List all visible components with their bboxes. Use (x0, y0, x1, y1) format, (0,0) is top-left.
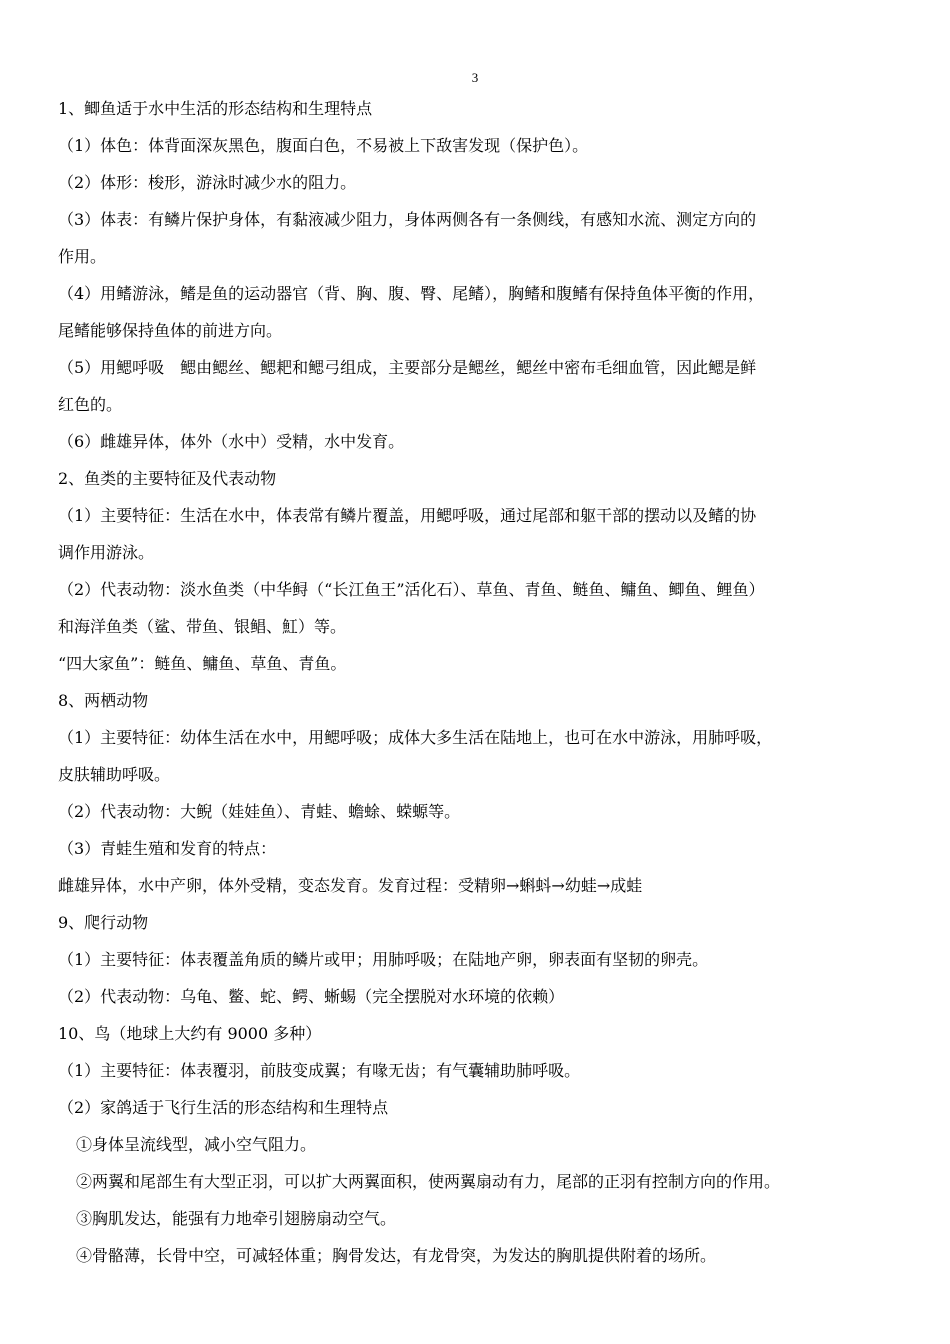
text-line: （3）青蛙生殖和发育的特点： (58, 839, 277, 858)
text-line: （5）用鳃呼吸 鳃由鳃丝、鳃耙和鳃弓组成，主要部分是鳃丝，鳃丝中密布毛细血管，因此鳃是鲜 (58, 358, 757, 377)
text-line: ④骨骼薄，长骨中空，可减轻体重；胸骨发达，有龙骨突，为发达的胸肌提供附着的场所。 (76, 1246, 717, 1265)
text-line: ③胸肌发达，能强有力地牵引翅膀扇动空气。 (76, 1209, 397, 1228)
text-line: 8、两栖动物 (58, 691, 149, 710)
text-line: ①身体呈流线型，减小空气阻力。 (76, 1135, 317, 1154)
text-line: （4）用鳍游泳，鳍是鱼的运动器官（背、胸、腹、臀、尾鳍），胸鳍和腹鳍有保持鱼体平衡的作用， (58, 284, 765, 303)
text-line: （2）代表动物：乌龟、鳖、蛇、鳄、蜥蜴（完全摆脱对水环境的依赖） (58, 987, 565, 1006)
text-line: （1）主要特征：体表覆盖角质的鳞片或甲；用肺呼吸；在陆地产卵，卵表面有坚韧的卵壳。 (58, 950, 709, 969)
text-line: 调作用游泳。 (58, 543, 155, 562)
text-line: （6）雌雄异体，体外（水中）受精，水中发育。 (58, 432, 405, 451)
text-line: 1、鲫鱼适于水中生活的形态结构和生理特点 (58, 99, 373, 118)
text-line: 尾鳍能够保持鱼体的前进方向。 (58, 321, 283, 340)
text-line: ②两翼和尾部生有大型正羽，可以扩大两翼面积，使两翼扇动有力，尾部的正羽有控制方向的作用。 (76, 1172, 781, 1191)
text-line: （1）体色：体背面深灰黑色，腹面白色，不易被上下敌害发现（保护色）。 (58, 136, 589, 155)
text-line: （1）主要特征：幼体生活在水中，用鳃呼吸；成体大多生活在陆地上，也可在水中游泳，用肺呼吸， (58, 728, 773, 747)
text-line: 9、爬行动物 (58, 913, 149, 932)
text-line: （1）主要特征：生活在水中，体表常有鳞片覆盖，用鳃呼吸，通过尾部和躯干部的摆动以及鳍的协 (58, 506, 757, 525)
text-line: （3）体表：有鳞片保护身体，有黏液减少阻力，身体两侧各有一条侧线，有感知水流、测定方向的 (58, 210, 757, 229)
text-line: 作用。 (58, 247, 107, 266)
text-line: 10、鸟（地球上大约有 9000 多种） (58, 1024, 322, 1043)
text-line: 2、鱼类的主要特征及代表动物 (58, 469, 277, 488)
text-line: （1）主要特征：体表覆羽，前肢变成翼；有喙无齿；有气囊辅助肺呼吸。 (58, 1061, 581, 1080)
text-line: （2）代表动物：淡水鱼类（中华鲟（“长江鱼王”活化石）、草鱼、青鱼、鲢鱼、鳙鱼、鲫鱼、鲤鱼） (58, 580, 765, 599)
document-body (58, 90, 898, 1274)
text-line: “四大家鱼”：鲢鱼、鳙鱼、草鱼、青鱼。 (58, 654, 347, 673)
text-line: （2）代表动物：大鲵（娃娃鱼）、青蛙、蟾蜍、蝾螈等。 (58, 802, 461, 821)
text-line: （2）家鸽适于飞行生活的形态结构和生理特点 (58, 1098, 389, 1117)
text-line: 雌雄异体，水中产卵，体外受精，变态发育。发育过程：受精卵→蝌蚪→幼蛙→成蛙 (58, 876, 643, 895)
text-line: 红色的。 (58, 395, 123, 414)
page-number: 3 (471, 70, 479, 85)
text-line: 皮肤辅助呼吸。 (58, 765, 171, 784)
text-line: 和海洋鱼类（鲨、带鱼、银鲳、魟）等。 (58, 617, 347, 636)
text-line: （2）体形：梭形，游泳时减少水的阻力。 (58, 173, 357, 192)
